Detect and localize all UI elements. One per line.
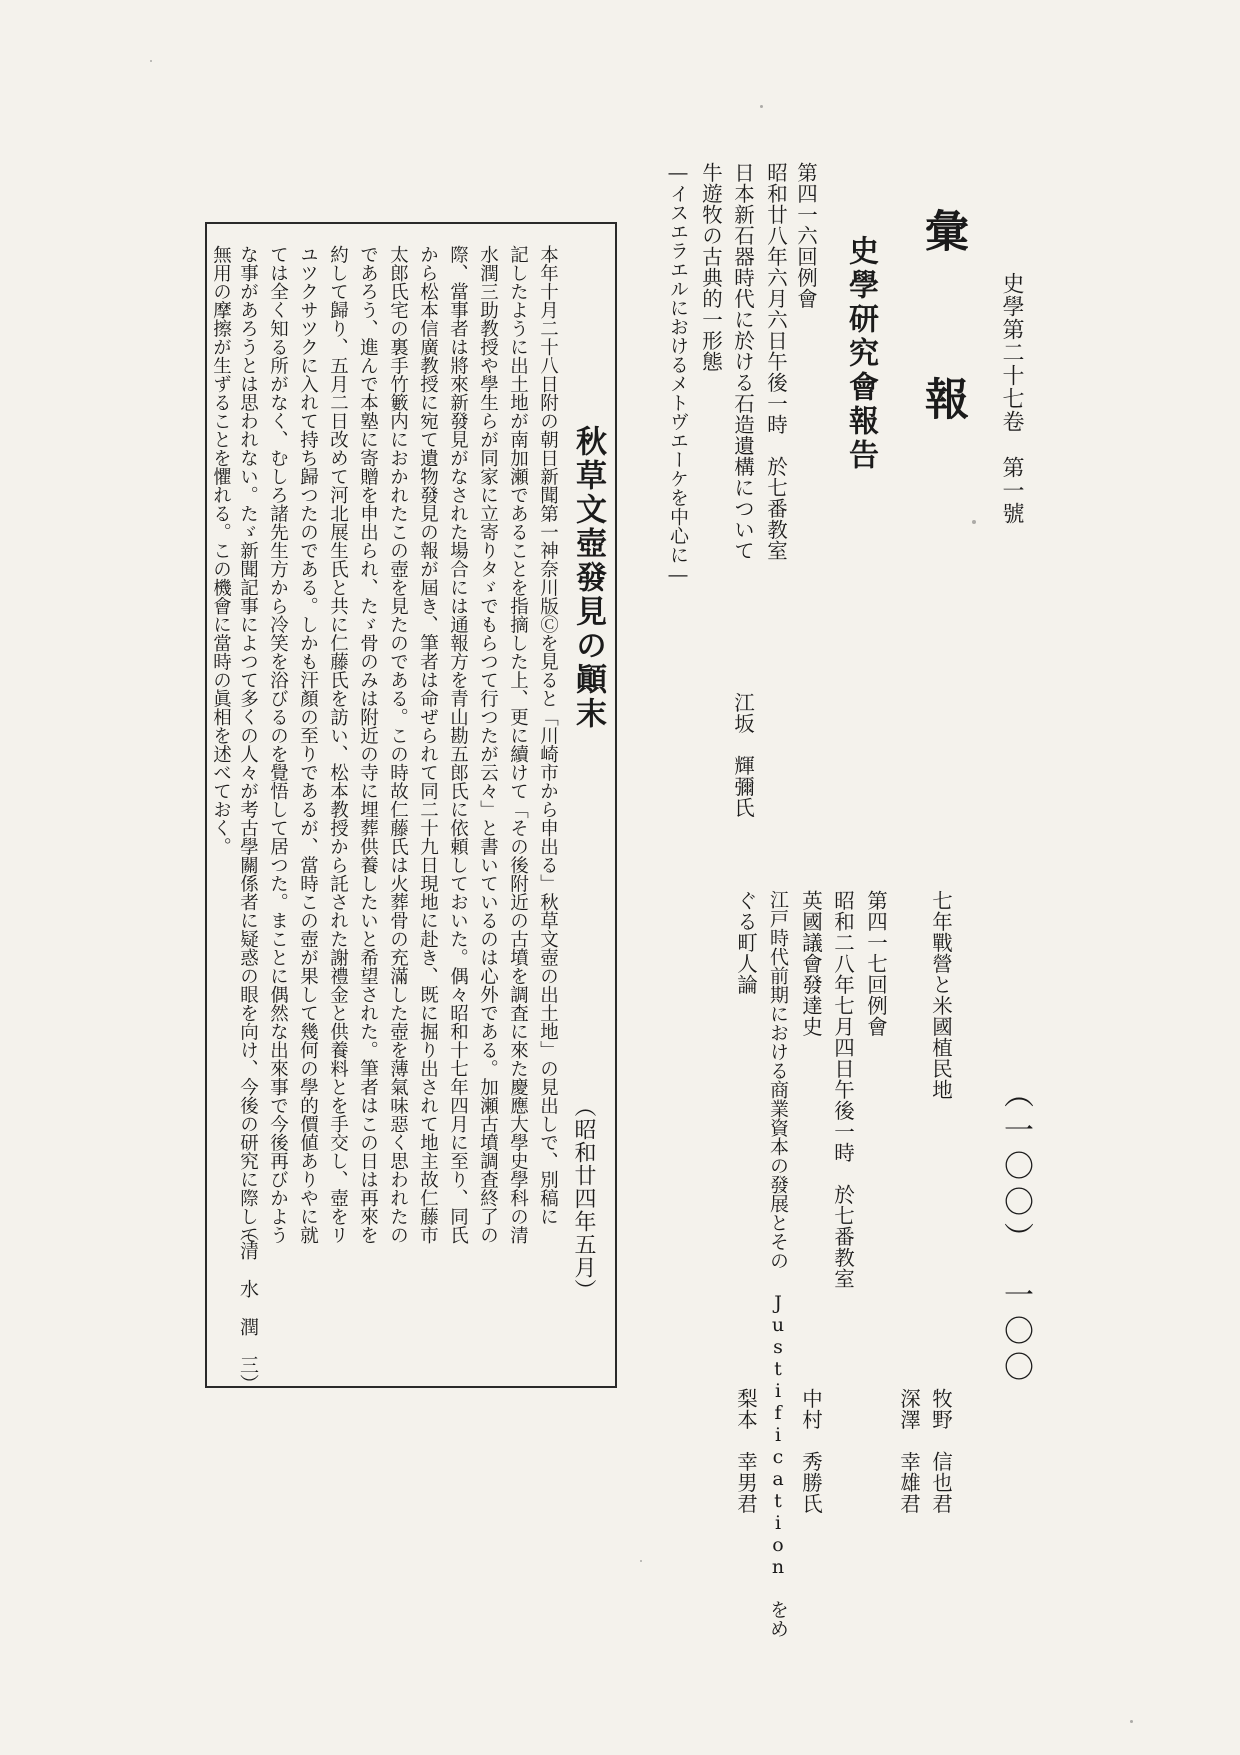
meeting-416-talk2-title: 牛遊牧の古典的一形態 bbox=[698, 162, 723, 372]
section-subtitle: 史學研究會報告 bbox=[843, 235, 878, 473]
meeting-417-pre-speaker: 牧野 信也君 bbox=[928, 1388, 953, 1514]
page-number: （一〇〇） 一〇〇 bbox=[998, 1078, 1033, 1387]
meeting-417-talk1-title: 英國議會發達史 bbox=[798, 890, 823, 1037]
meeting-416-datetime: 昭和廿八年六月六日午後一時 於七番教室 bbox=[763, 162, 788, 561]
article-author: （清 水 潤 三） bbox=[237, 1222, 259, 1393]
article-line: 際、當事者は將來新發見がなされた場合には通報方を青山勘五郎氏に依頼しておいた。偶々昭和十七年四月に至り、同氏 bbox=[447, 245, 469, 1244]
article-line: ては全く知る所がなく、むしろ諸先生方から冷笑を浴びるのを覺悟して居つた。まことに偶然な出來事で今後再びかよう bbox=[267, 245, 289, 1244]
scan-speck bbox=[640, 1560, 642, 1562]
article-line: な事があろうとは思われない。たゞ新聞記事によつて多くの人々が考古學關係者に疑惑の眼を向け、今後の研究に際して bbox=[237, 245, 259, 1244]
meeting-417-pre-speaker2: 深澤 幸雄君 bbox=[896, 1388, 921, 1514]
meeting-416-number: 第四一六回例會 bbox=[793, 162, 818, 309]
article-line: から松本信廣教授に宛て遺物發見の報が屆き、筆者は命ぜられて同二十九日現地に赴き、既に掘り出されて地主故仁藤市 bbox=[417, 245, 439, 1244]
meeting-416-talk1-speaker: 江坂 輝彌氏 bbox=[730, 692, 755, 818]
meeting-416-talk2-subtitle: ―イスエラエルにおけるメトヴエーケを中心に― bbox=[667, 162, 689, 586]
article-line: ユツクサツクに入れて持ち歸つたのである。しかも汗顏の至りであるが、當時この壺が果して幾何の學的價値ありやに就 bbox=[297, 245, 319, 1244]
scan-speck bbox=[1130, 1720, 1133, 1723]
article-line: 約して歸り、五月二日改めて河北展生氏と共に仁藤氏を訪い、松本教授から託された謝禮金と供養料とを手交し、壺をリ bbox=[327, 245, 349, 1244]
scan-speck bbox=[150, 60, 152, 62]
meeting-417-number: 第四一七回例會 bbox=[863, 890, 888, 1037]
scan-speck bbox=[760, 105, 763, 108]
meeting-417-datetime: 昭和二八年七月四日午後一時 於七番教室 bbox=[830, 890, 855, 1289]
scan-speck bbox=[972, 520, 976, 524]
journal-issue-header: 史學第二十七卷 第一號 bbox=[999, 272, 1024, 525]
article-line: 太郎氏宅の裏手竹籔内におかれたこの壺を見たのである。この時故仁藤氏は火葬骨の充滿した壺を薄氣味惡く思われたの bbox=[387, 245, 409, 1244]
meeting-417-talk2-title-a: 江戸時代前期における商業資本の發展とその Justification をめ bbox=[767, 890, 789, 1638]
article-line: 無用の摩擦が生ずることを懼れる。この機會に當時の眞相を述べておく。 bbox=[210, 245, 232, 856]
meeting-416-talk1-title: 日本新石器時代に於ける石造遺構について bbox=[730, 162, 755, 561]
article-dateline: （昭和廿四年五月） bbox=[571, 1095, 596, 1302]
meeting-417-pre-title: 七年戰營と米國植民地 bbox=[928, 890, 953, 1100]
article-line: であろう、進んで本塾に寄贈を申出られ、たゞ骨のみは附近の寺に埋葬供養したいと希望された。筆者はこの日は再來を bbox=[357, 245, 379, 1244]
meeting-417-talk1-speaker: 中村 秀勝氏 bbox=[798, 1388, 823, 1514]
meeting-417-talk2-title-b: ぐる町人論 bbox=[733, 890, 758, 995]
article-line: 記したように出土地が南加瀬であることを指摘した上、更に續けて「その後附近の古墳を調査に來た慶應大學史學科の清 bbox=[507, 245, 529, 1244]
section-title: 彙 報 bbox=[917, 208, 968, 460]
meeting-417-talk2-speaker: 梨本 幸男君 bbox=[733, 1388, 758, 1514]
article-title: 秋草文壺發見の顚末 bbox=[570, 425, 606, 731]
article-line: 水潤三助教授や學生らが同家に立寄りタゞでもらつて行つたが云々」と書いているのは心外である。加瀬古墳調査終了の bbox=[477, 245, 499, 1244]
article-line: 本年十月二十八日附の朝日新聞第一神奈川版Ⓒを見ると「川崎市から申出る」秋草文壺の出土地」の見出しで、別稿に bbox=[537, 245, 559, 1226]
